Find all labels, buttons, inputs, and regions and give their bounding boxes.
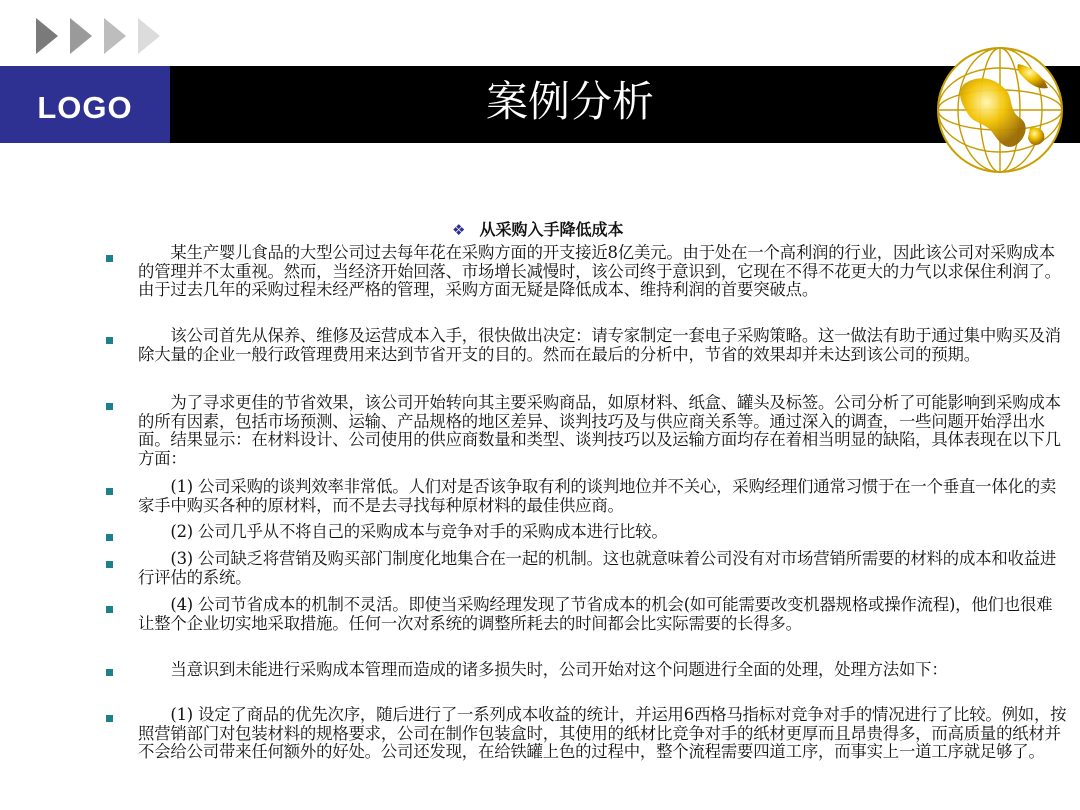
square-bullet-icon [106, 337, 113, 344]
paragraph: 当意识到未能进行采购成本管理而造成的诸多损失时，公司开始对这个问题进行全面的处理，处理方法如下： [138, 660, 948, 679]
square-bullet-icon [106, 534, 113, 541]
chevron-decoration-icon [36, 14, 176, 58]
subtitle-text: 从采购入手降低成本 [479, 220, 624, 239]
diamond-bullet-icon: ❖ [452, 221, 466, 239]
globe-icon [934, 44, 1066, 176]
square-bullet-icon [106, 255, 113, 262]
paragraph: 为了寻求更佳的节省效果，该公司开始转向其主要采购商品，如原材料、纸盒、罐头及标签。公司分析了可能影响到采购成本的所有因素，包括市场预测、运输、产品规格的地区差异、谈判技巧及与供应商关系等。通过深入的调查，一些问题开始浮出水面。结果显示：在材料设计、公司使用的供应商数量和类型、谈判技巧以及运输方面均存在着相当明显的缺陷，具体表现在以下几方面： [138, 393, 1061, 468]
paragraph: (2) 公司几乎从不将自己的采购成本与竞争对手的采购成本进行比较。 [138, 522, 668, 541]
paragraph: (4) 公司节省成本的机制不灵活。即使当采购经理发现了节省成本的机会(如可能需要改变机器规格或操作流程)，他们也很难让整个企业切实地采取措施。任何一次对系统的调整所耗去的时间都会比实际需要的长得多。 [138, 595, 1053, 633]
page-title: 案例分析 [485, 77, 654, 126]
square-bullet-icon [106, 403, 113, 410]
paragraph: (1) 公司采购的谈判效率非常低。人们对是否该争取有利的谈判地位并不关心，采购经理们通常习惯于在一个垂直一体化的卖家手中购买各种的原材料，而不是去寻找每种原材料的最佳供应商。 [138, 477, 1057, 515]
square-bullet-icon [106, 715, 113, 722]
paragraph: (3) 公司缺乏将营销及购买部门制度化地集合在一起的机制。这也就意味着公司没有对市场营销所需要的材料的成本和收益进行评估的系统。 [138, 549, 1057, 587]
square-bullet-icon [106, 488, 113, 495]
section-subtitle [452, 218, 623, 242]
square-bullet-icon [106, 561, 113, 568]
square-bullet-icon [106, 606, 113, 613]
logo-text: LOGO [37, 89, 133, 125]
paragraph: 该公司首先从保养、维修及运营成本入手，很快做出决定：请专家制定一套电子采购策略。这一做法有助于通过集中购买及消除大量的企业一般行政管理费用来达到节省开支的目的。然而在最后的分析中，节省的效果却并未达到该公司的预期。 [138, 326, 1061, 364]
paragraph: (1) 设定了商品的优先次序，随后进行了一系列成本收益的统计，并运用6西格马指标对竞争对手的情况进行了比较。例如，按照营销部门对包装材料的规格要求，公司在制作包装盒时，其使用的纸材比竞争对手的纸材更厚而且昂贵得多，而高质量的纸材并不会给公司带来任何额外的好处。公司还发现，在给铁罐上色的过程中，整个流程需要四道工序，而事实上一道工序就足够了。 [138, 705, 1067, 762]
paragraph: 某生产婴儿食品的大型公司过去每年花在采购方面的开支接近8亿美元。由于处在一个高利润的行业，因此该公司对采购成本的管理并不太重视。然而，当经济开始回落、市场增长减慢时，该公司终于意识到，它现在不得不花更大的力气以求保住利润了。由于过去几年的采购过程未经严格的管理，采购方面无疑是降低成本、维持利润的首要突破点。 [138, 243, 1061, 300]
square-bullet-icon [106, 669, 113, 676]
logo [0, 66, 170, 143]
